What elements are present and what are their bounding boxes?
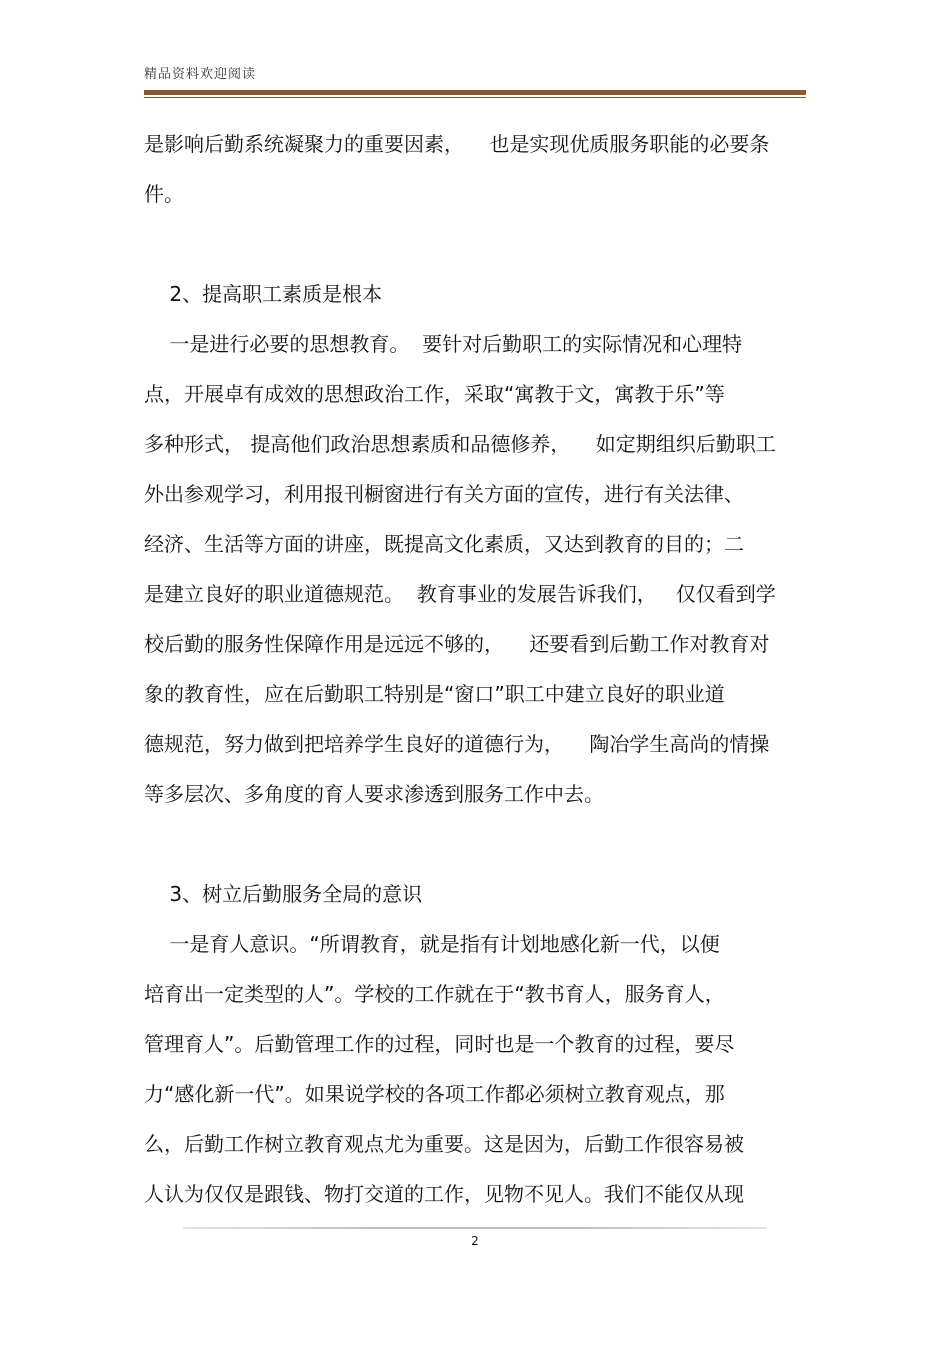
- text-line: 件。: [144, 182, 184, 206]
- text-line: 是建立良好的职业道德规范。 教育事业的发展告诉我们， 仅仅看到学: [144, 582, 776, 606]
- text-line: 一是育人意识。“所谓教育，就是指有计划地感化新一代，以便: [144, 932, 720, 956]
- text-line: 么，后勤工作树立教育观点尤为重要。这是因为，后勤工作很容易被: [144, 1132, 744, 1156]
- text-line: 点，开展卓有成效的思想政治工作，采取“寓教于文，寓教于乐”等: [144, 382, 725, 406]
- section-heading: 3、树立后勤服务全局的意识: [144, 882, 423, 906]
- text-line: 人认为仅仅是跟钱、物打交道的工作，见物不见人。我们不能仅从现: [144, 1182, 744, 1206]
- section-heading: 2、提高职工素质是根本: [144, 282, 383, 306]
- text-line: 培育出一定类型的人”。学校的工作就在于“教书育人，服务育人，: [144, 982, 725, 1006]
- text-line: 等多层次、多角度的育人要求渗透到服务工作中去。: [144, 782, 604, 806]
- footer-rule: [183, 1227, 767, 1229]
- text-line: 管理育人”。后勤管理工作的过程，同时也是一个教育的过程，要尽: [144, 1032, 735, 1056]
- header-rule-thick: [144, 90, 806, 95]
- text-line: 多种形式， 提高他们政治思想素质和品德修养， 如定期组织后勤职工: [144, 432, 776, 456]
- text-line: 一是进行必要的思想教育。 要针对后勤职工的实际情况和心理特: [144, 332, 743, 356]
- text-line: 是影响后勤系统凝聚力的重要因素， 也是实现优质服务职能的必要条: [144, 132, 770, 156]
- text-line: 经济、生活等方面的讲座，既提高文化素质，又达到教育的目的；二: [144, 532, 744, 556]
- text-line: 校后勤的服务性保障作用是远远不够的， 还要看到后勤工作对教育对: [144, 632, 770, 656]
- body-text: [144, 119, 824, 1219]
- page-header-text: 精品资料欢迎阅读: [144, 67, 257, 82]
- text-line: 象的教育性，应在后勤职工特别是“窗口”职工中建立良好的职业道: [144, 682, 725, 706]
- page-number: 2: [471, 1234, 479, 1248]
- text-line: 外出参观学习，利用报刊橱窗进行有关方面的宣传，进行有关法律、: [144, 482, 744, 506]
- text-line: 力“感化新一代”。如果说学校的各项工作都必须树立教育观点，那: [144, 1082, 725, 1106]
- header-rule-thin: [144, 97, 806, 98]
- blank-line: [144, 819, 824, 869]
- blank-line: [144, 219, 824, 269]
- text-line: 德规范，努力做到把培养学生良好的道德行为， 陶冶学生高尚的情操: [144, 732, 770, 756]
